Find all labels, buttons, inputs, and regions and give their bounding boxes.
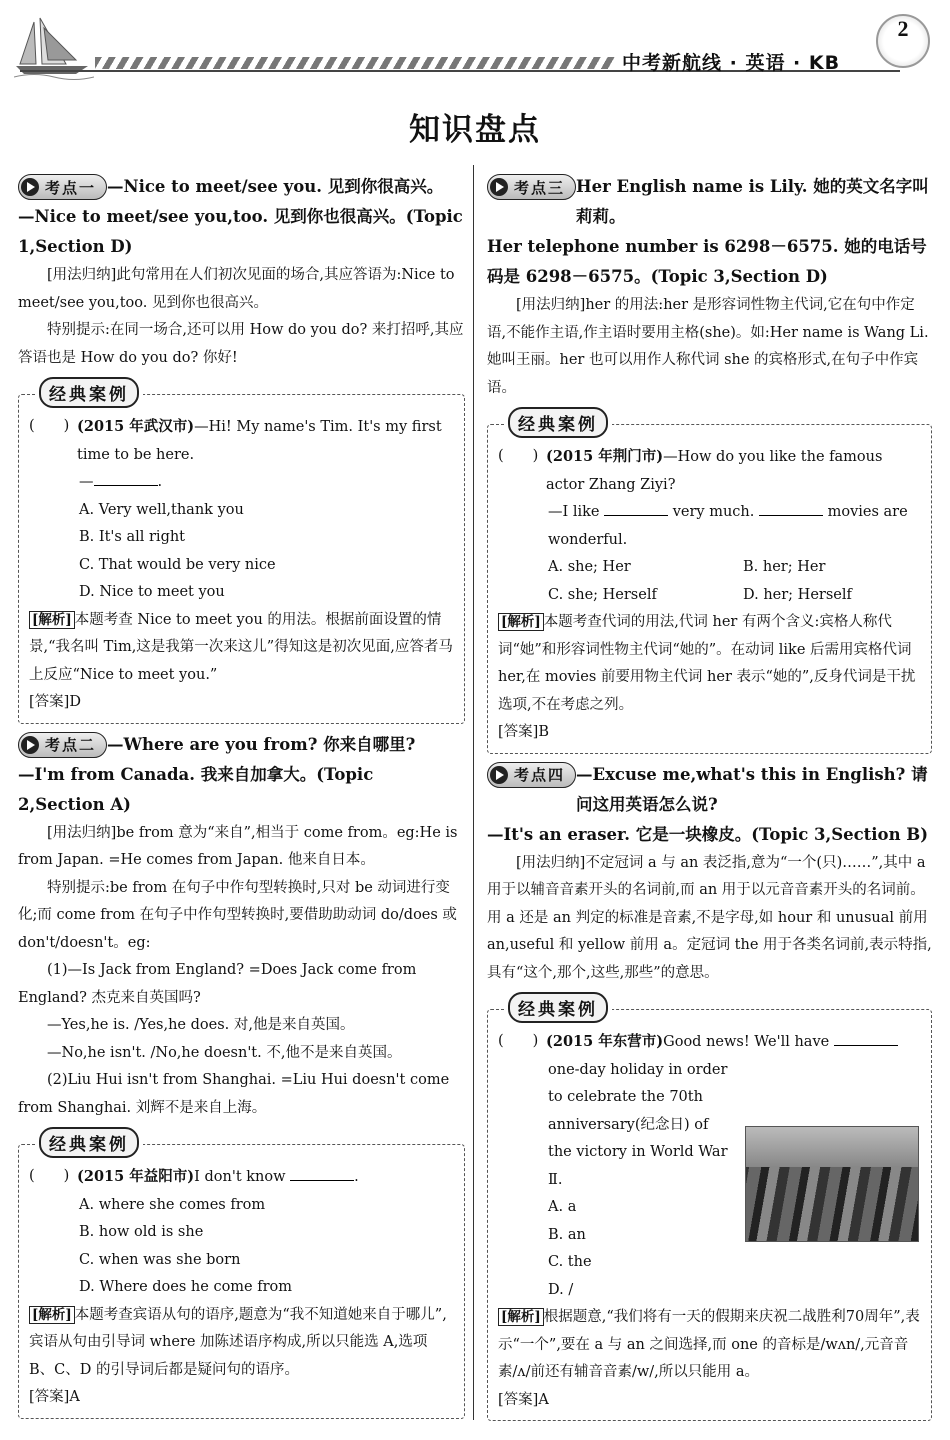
option: A. where she comes from bbox=[79, 1196, 266, 1213]
option: B. how old is she bbox=[79, 1224, 204, 1240]
example-box-4 bbox=[487, 1000, 932, 1421]
option: B. an bbox=[548, 1226, 586, 1243]
question: ( ) (2015 年武汉市)—Hi! My name's Tim. It's my first time to be here. bbox=[29, 418, 442, 463]
option: D. / bbox=[548, 1281, 574, 1298]
usage-note: [用法归纳]her 的用法:her 是形容词性物主代词,它在句中作定语,不能作主语,作主语时要用主格(she)。如:Her name is Wang Li. 她叫王丽。her 也可以用作人称代词 she 的宾格形式,在句子中作宾语。 bbox=[487, 297, 929, 396]
left-column bbox=[18, 170, 465, 1419]
page-header bbox=[0, 0, 950, 90]
kaodian-tag: 考点二 bbox=[18, 732, 107, 758]
kaodian-tag: 考点三 bbox=[487, 174, 576, 200]
example-line: —Yes,he is. /Yes,he does. 对,他是来自英国。 bbox=[47, 1017, 355, 1033]
answer: [答案]B bbox=[498, 724, 549, 740]
header-stripes bbox=[95, 57, 615, 69]
option: B. It's all right bbox=[79, 529, 186, 545]
play-arrow-icon bbox=[490, 766, 508, 784]
series-title: 中考新航线 · 英语 · KB bbox=[622, 52, 841, 74]
option: A. she; Her bbox=[548, 559, 631, 575]
kaodian-2-sentence: —I'm from Canada. 我来自加拿大。(Topic 2,Section A) bbox=[18, 764, 374, 814]
option-row bbox=[498, 582, 921, 610]
page-number: 2 bbox=[876, 14, 930, 68]
option: D. Nice to meet you bbox=[79, 584, 225, 600]
question-cont: one-day holiday in order to celebrate the 70th anniversary(纪念日) of the victory in World War Ⅱ. bbox=[548, 1061, 728, 1188]
example-line: —No,he isn't. /No,he doesn't. 不,他不是来自英国。 bbox=[47, 1044, 402, 1061]
example-box-3 bbox=[487, 415, 932, 754]
play-arrow-icon bbox=[21, 178, 39, 196]
example-badge: 经典案例 bbox=[504, 992, 612, 1026]
question: ( ) (2015 年益阳市)I don't know . bbox=[29, 1163, 454, 1192]
special-tip: 特别提示:be from 在句子中作句型转换时,只对 be 动词进行变化;而 come from 在句子中作句型转换时,要借助助动词 do/does 或 don't/doesn't。eg: bbox=[18, 879, 457, 951]
answer: [答案]A bbox=[29, 1389, 80, 1405]
example-box-2 bbox=[18, 1135, 465, 1419]
kaodian-1-heading: 考点一 —Nice to meet/see you. 见到你很高兴。 bbox=[18, 172, 465, 202]
analysis: [解析] 根据题意,“我们将有一天的假期来庆祝二战胜利70周年”,表示“一个”,要在 a 与 an 之间选择,而 one 的音标是/wʌn/,元音音素/ʌ/前还有辅音音素/w/,所以只能用 a。 bbox=[498, 1309, 920, 1380]
example-badge: 经典案例 bbox=[35, 1127, 143, 1161]
play-arrow-icon bbox=[490, 178, 508, 196]
option: C. when was she born bbox=[79, 1251, 241, 1268]
option: C. That would be very nice bbox=[79, 556, 276, 573]
option-row bbox=[498, 554, 921, 582]
example-badge: 经典案例 bbox=[35, 377, 143, 411]
usage-note: [用法归纳]不定冠词 a 与 an 表泛指,意为“一个(只)……”,其中 a 用于以辅音音素开头的名词前,而 an 用于以元音音素开头的名词前。用 a 还是 an 判定的标准是音素,不是字母,如 hour 和 unusual 前用 an,useful 和 yellow 前用 a。定冠词 the 用于各类名词前,表示特指,具有“这个,那个,这些,那些”的意思。 bbox=[487, 854, 932, 981]
column-divider bbox=[473, 165, 474, 1420]
example-line: (2)Liu Hui isn't from Shanghai. =Liu Hui doesn't come from Shanghai. 刘辉不是来自上海。 bbox=[18, 1072, 450, 1116]
option: B. her; Her bbox=[743, 559, 826, 575]
analysis: [解析] 本题考查 Nice to meet you 的用法。根据前面设置的情景,“我名叫 Tim,这是我第一次来这儿”得知这是初次见面,应答者马上反应“Nice to meet you.” bbox=[29, 611, 453, 683]
play-arrow-icon bbox=[21, 736, 39, 754]
kaodian-1-sentence: —Nice to meet/see you,too. 见到你也很高兴。(Topic 1,Section D) bbox=[18, 207, 463, 256]
analysis: [解析] 本题考查代词的用法,代词 her 有两个含义:宾格人称代词“她”和形容词性物主代词“她的”。在动词 like 后需用宾格代词 her,在 movies 前要用物主代词 her 表示“她的”,反身代词是干扰选项,不在考虑之列。 bbox=[498, 614, 916, 713]
option: C. she; Herself bbox=[548, 586, 657, 603]
option: A. Very well,thank you bbox=[79, 501, 244, 518]
soldiers-photo bbox=[745, 1126, 919, 1242]
example-line: (1)—Is Jack from England? =Does Jack come from England? 杰克来自英国吗? bbox=[18, 962, 417, 1006]
option: D. her; Herself bbox=[743, 586, 852, 603]
kaodian-tag: 考点一 bbox=[18, 174, 107, 200]
reply-blank: — . bbox=[29, 469, 454, 497]
special-tip: 特别提示:在同一场合,还可以用 How do you do? 来打招呼,其应答语也是 How do you do? 你好! bbox=[18, 322, 464, 366]
option: C. the bbox=[548, 1254, 592, 1270]
answer: [答案]D bbox=[29, 694, 81, 710]
right-column bbox=[487, 170, 932, 1421]
kaodian-3-heading: 考点三 Her English name is Lily. 她的英文名字叫莉莉。 bbox=[487, 172, 932, 232]
kaodian-3-sentence: Her telephone number is 6298－6575. 她的电话号码是 6298－6575。(Topic 3,Section D) bbox=[487, 237, 927, 286]
usage-note: [用法归纳]此句常用在人们初次见面的场合,其应答语为:Nice to meet/see you,too. 见到你也很高兴。 bbox=[18, 267, 455, 311]
page-title: 知识盘点 bbox=[409, 112, 541, 148]
option: D. Where does he come from bbox=[79, 1279, 293, 1295]
analysis: [解析] 本题考查宾语从句的语序,题意为“我不知道她来自于哪儿”,宾语从句由引导词 where 加陈述语序构成,所以只能选 A,选项 B、C、D 的引导词后都是疑问句的语序。 bbox=[29, 1306, 447, 1378]
example-box-1 bbox=[18, 385, 465, 724]
reply-line: —I like very much. movies are wonderful. bbox=[498, 499, 921, 554]
question: ( ) (2015 年东营市)Good news! We'll have bbox=[498, 1028, 921, 1057]
example-badge: 经典案例 bbox=[504, 407, 612, 441]
option: A. a bbox=[548, 1199, 577, 1215]
usage-note: [用法归纳]be from 意为“来自”,相当于 come from。eg:He is from Japan. =He comes from Japan. 他来自日本。 bbox=[18, 824, 458, 868]
answer: [答案]A bbox=[498, 1391, 549, 1408]
question: ( ) (2015 年荆门市)—How do you like the famous actor Zhang Ziyi? bbox=[498, 448, 883, 493]
kaodian-4-sentence: —It's an eraser. 它是一块橡皮。(Topic 3,Section B) bbox=[487, 824, 929, 844]
kaodian-2-heading: 考点二 —Where are you from? 你来自哪里? bbox=[18, 730, 465, 760]
kaodian-4-heading: 考点四 —Excuse me,what's this in English? 请问这用英语怎么说? bbox=[487, 760, 932, 820]
kaodian-tag: 考点四 bbox=[487, 762, 576, 788]
